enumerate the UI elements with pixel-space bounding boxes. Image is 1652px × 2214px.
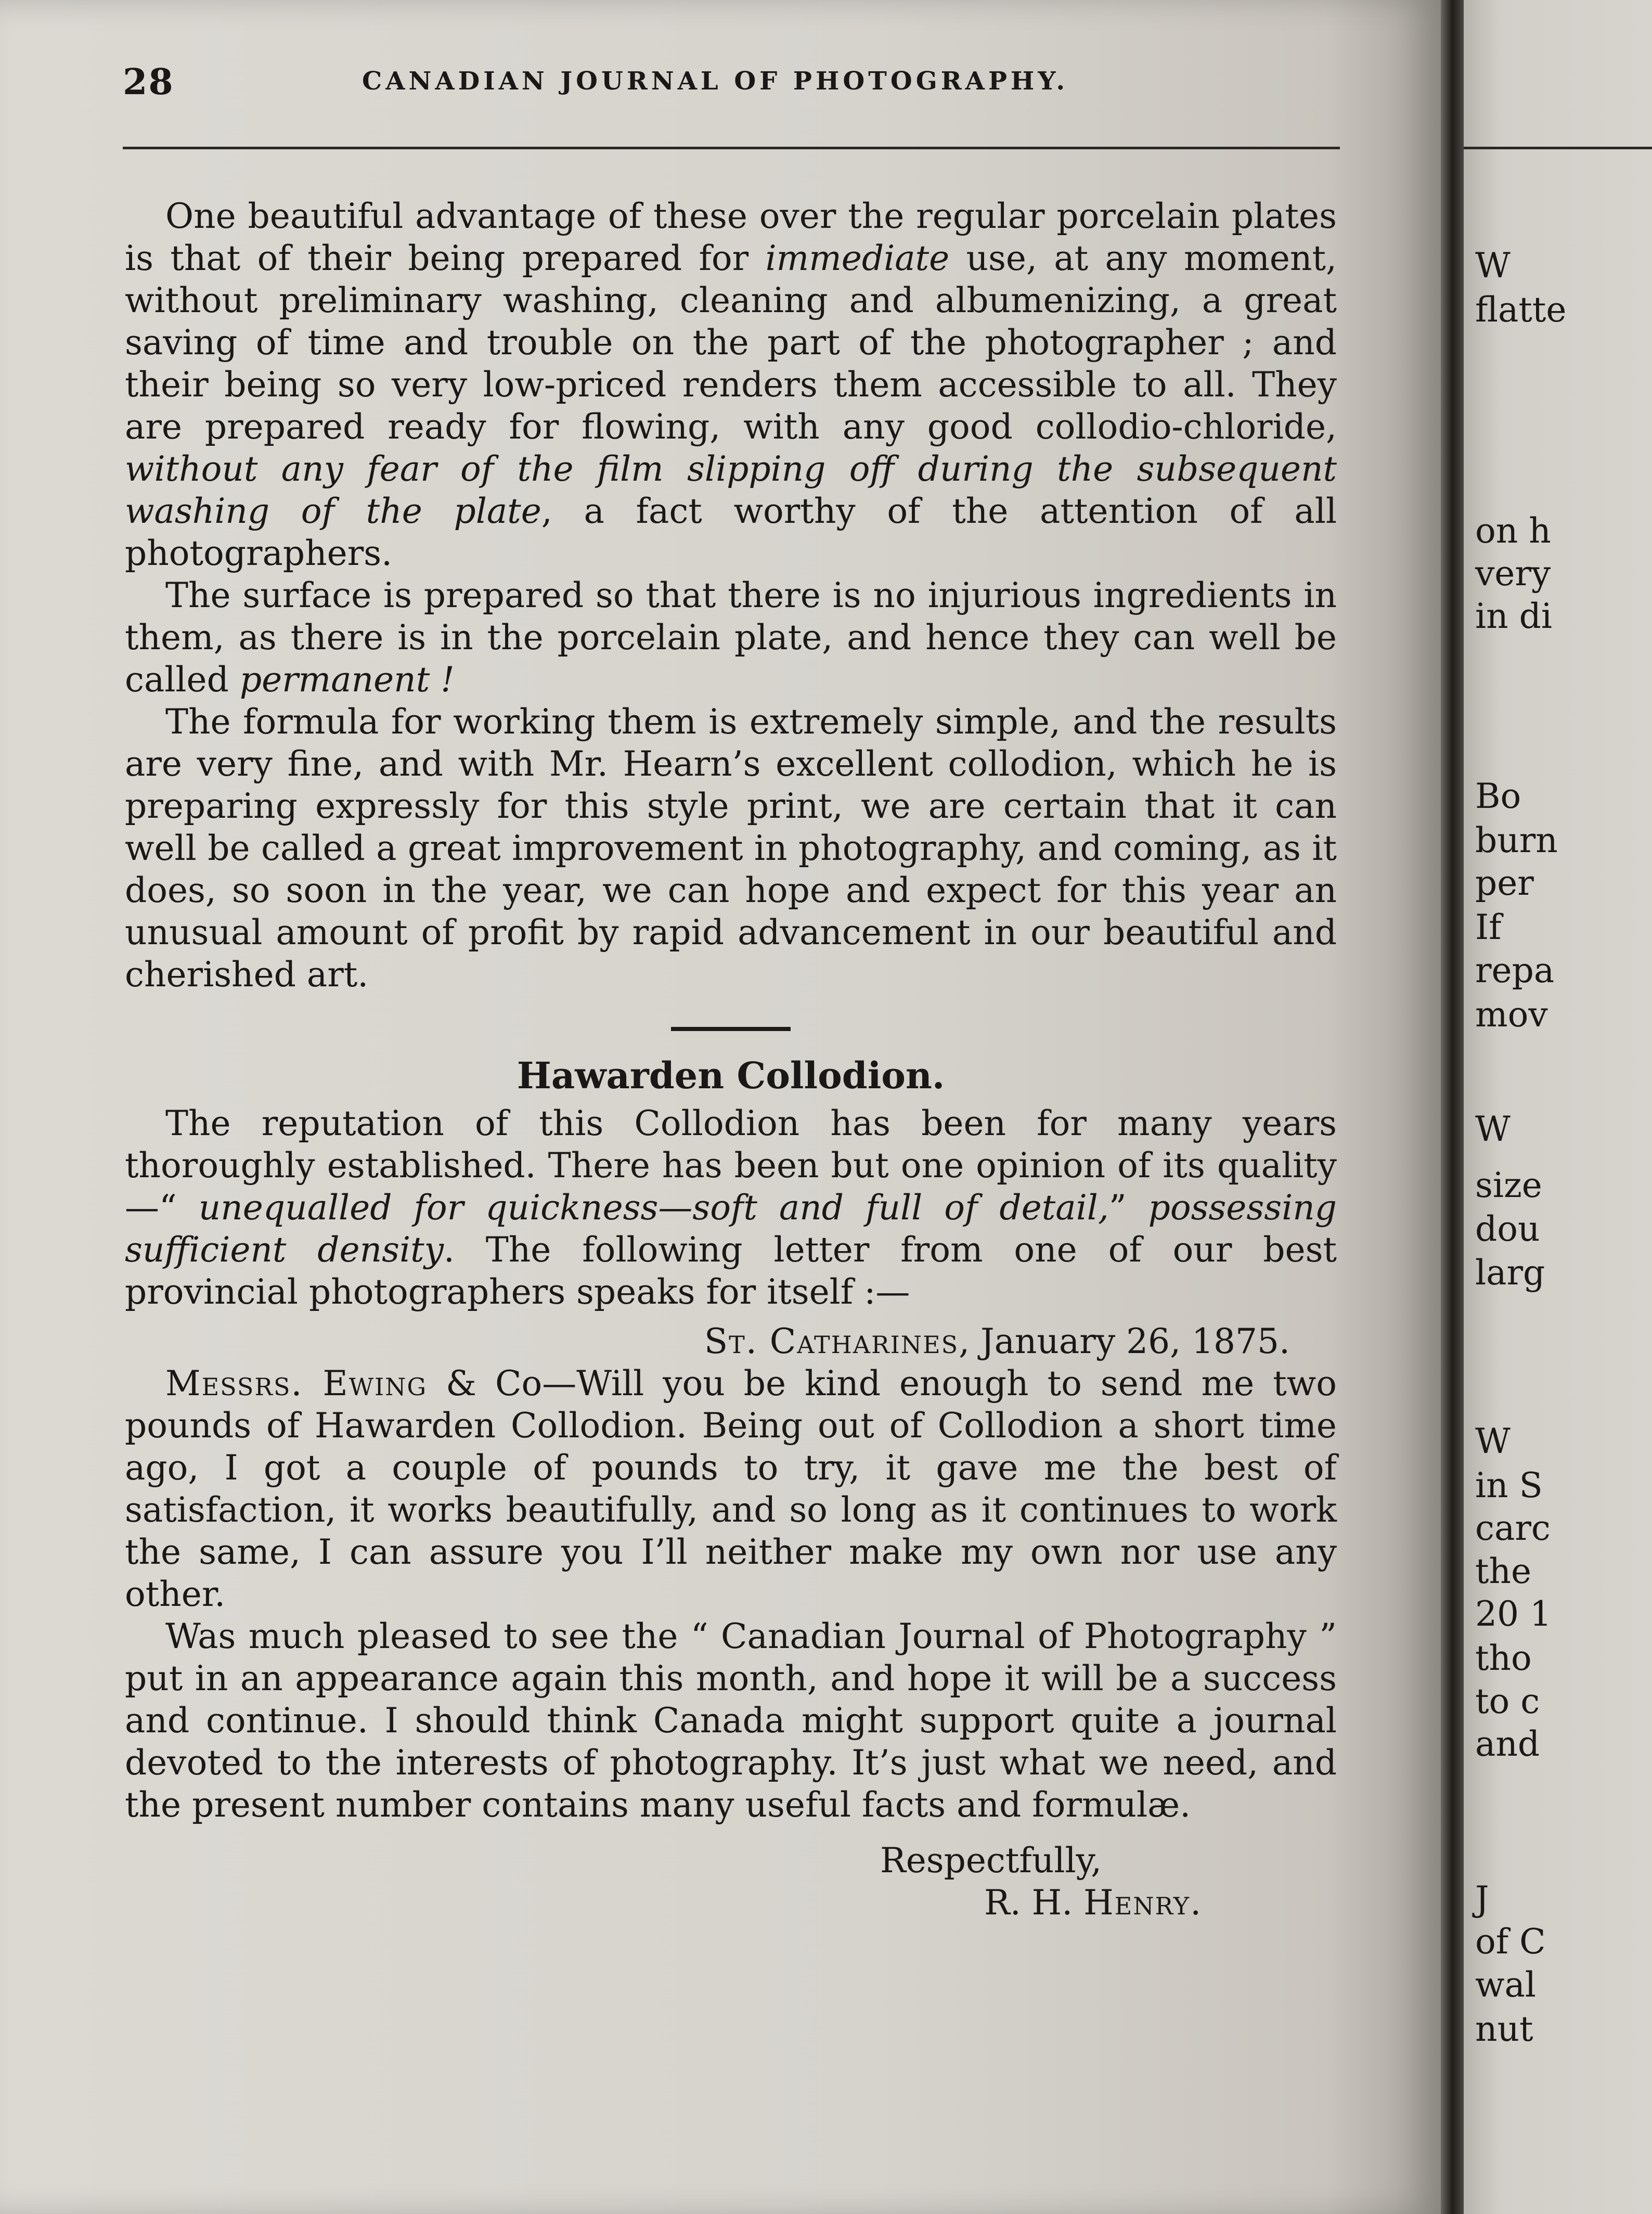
- page-body: [125, 195, 1337, 1924]
- header-rule: [123, 147, 1340, 149]
- section-paragraph-1: [125, 1102, 1337, 1313]
- facing-page-line: If: [1475, 907, 1502, 947]
- facing-page-line: burn: [1475, 820, 1558, 860]
- letter-closing: Respectfully,: [880, 1840, 1102, 1881]
- article-paragraph-3: The formula for working them is extremely simple, and the results are very fine, and with Mr. Hearn’s excellent collodion, which he is preparing expressly for this style print, we are certain that it can well be called a great improvement in photography, and coming, as it does, so soon in the year, we can hope and expect for this year an unusual amount of profit by rapid advancement in our beautiful and cherished art.: [125, 702, 1337, 995]
- text-run: ”: [1108, 1188, 1148, 1228]
- italic-run: permanent !: [239, 660, 455, 700]
- text-run: . The following letter from one of our best provincial photographers speaks for itself :—: [125, 1230, 1337, 1312]
- dateline-place: St. Catharines: [704, 1321, 959, 1361]
- facing-page-line: the: [1475, 1551, 1532, 1591]
- facing-page-line: on h: [1475, 511, 1551, 551]
- facing-page-line: repa: [1475, 950, 1555, 990]
- facing-page-line: size: [1475, 1165, 1542, 1205]
- letter-dateline: [125, 1320, 1337, 1362]
- italic-run: unequalled for quickness—soft and full of detail,: [198, 1188, 1109, 1228]
- text-run: The reputation of this Collodion has been for many years thoroughly established. There has been but one opinion of its quality —“: [125, 1103, 1337, 1228]
- section-title: Hawarden Collodion.: [517, 1054, 945, 1097]
- facing-page-line: mov: [1475, 995, 1548, 1035]
- dateline-date: , January 26, 1875.: [959, 1321, 1290, 1361]
- facing-page-line: in S: [1475, 1465, 1543, 1505]
- book-gutter: [1441, 0, 1464, 2214]
- facing-page-line: W: [1475, 1109, 1511, 1149]
- facing-page-line: larg: [1475, 1253, 1545, 1293]
- facing-page-line: W: [1475, 1421, 1511, 1461]
- page-number: 28: [123, 61, 174, 103]
- italic-run: without any fear of the film slipping off during the subsequent washing of the plate: [125, 449, 1337, 531]
- facing-page-line: very: [1475, 554, 1551, 594]
- letter-paragraph-2: Was much pleased to see the “ Canadian Journal of Photography ” put in an appearance again this month, and hope it will be a success and continue. I should think Canada might support quite a journal devoted to the interests of photography. It’s just what we need, and the present number contains many useful facts and formulæ.: [125, 1616, 1337, 1825]
- facing-page-line: per: [1475, 863, 1534, 903]
- text-run: The surface is prepared so that there is no injurious ingredients in them, as there is in the porcelain plate, and hence they can well be called: [125, 575, 1337, 700]
- facing-page-line: of C: [1475, 1922, 1546, 1962]
- facing-page-line: nut: [1475, 2009, 1533, 2049]
- italic-run: immediate: [765, 238, 950, 278]
- signature-initials: R. H.: [984, 1883, 1084, 1923]
- facing-page-line: tho: [1475, 1638, 1532, 1678]
- italic-run: possessing sufficient density: [125, 1188, 1337, 1270]
- text-run: & Co—Will you be kind enough to send me two pounds of Hawarden Collodion. Being out of Collodion a short time ago, I got a couple of pounds to try, it gave me the best of satisfaction, it works beautifully, and so long as it continues to work the same, I can assure you I’ll neither make my own nor use any other.: [125, 1363, 1337, 1614]
- journal-page-right-edge: [1464, 0, 1652, 2214]
- article-paragraph-2: [125, 574, 1337, 701]
- facing-page-line: flatte: [1475, 290, 1567, 330]
- facing-page-line: wal: [1475, 1965, 1536, 2005]
- facing-page-line: and: [1475, 1724, 1540, 1764]
- signature-surname: Henry.: [1083, 1883, 1203, 1923]
- text-run: use, at any moment, without preliminary washing, cleaning and albumenizing, a great saving of time and trouble on the part of the photographer ; and their being so very low-priced renders them accessible to all. They are prepared ready for flowing, with any good collodio-chloride,: [125, 238, 1337, 447]
- letter-signature: [984, 1882, 1337, 1924]
- text-run: One beautiful advantage of these over the regular porcelain plates is that of their being prepared for: [125, 196, 1337, 278]
- letter-paragraph-1: [125, 1362, 1337, 1615]
- facing-page-line: carc: [1475, 1508, 1551, 1548]
- section-divider: [671, 1027, 791, 1031]
- facing-page-line: J: [1475, 1879, 1489, 1919]
- page-header: [123, 61, 1335, 103]
- facing-page-line: dou: [1475, 1209, 1540, 1249]
- article-paragraph-1: [125, 195, 1337, 574]
- running-title: CANADIAN JOURNAL OF PHOTOGRAPHY.: [362, 67, 1069, 96]
- letter-salutation: Messrs. Ewing: [165, 1363, 428, 1404]
- facing-page-line: W: [1475, 246, 1511, 286]
- facing-page-line: Bo: [1475, 776, 1521, 816]
- facing-page-line: in di: [1475, 596, 1552, 636]
- facing-header-rule: [1464, 147, 1652, 149]
- facing-page-line: 20 1: [1475, 1594, 1552, 1634]
- facing-page-line: to c: [1475, 1681, 1540, 1721]
- text-run: , a fact worthy of the attention of all photographers.: [125, 491, 1337, 573]
